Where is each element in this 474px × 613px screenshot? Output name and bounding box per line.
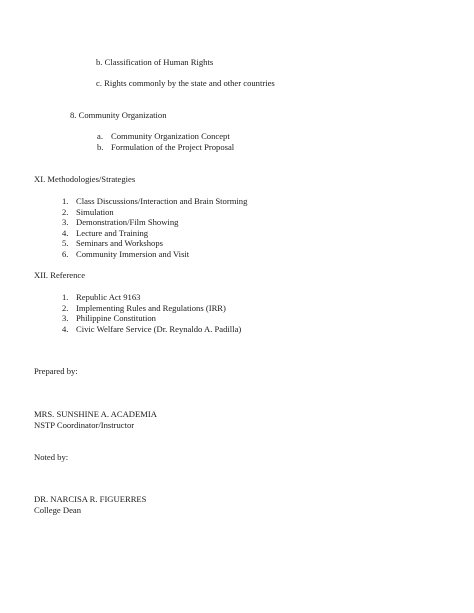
prepared-by-label: Prepared by: xyxy=(34,366,78,376)
list-marker: a. xyxy=(97,131,103,141)
list-item-text: Republic Act 9163 xyxy=(76,292,141,302)
list-item-text: Community Immersion and Visit xyxy=(76,249,190,259)
list-item-text: Formulation of the Project Proposal xyxy=(111,142,235,152)
preparer-name: MRS. SUNSHINE A. ACADEMIA xyxy=(34,409,157,419)
list-marker: 4. xyxy=(62,323,69,334)
list-item-text: Civic Welfare Service (Dr. Reynaldo A. Padilla) xyxy=(76,323,242,334)
outline-item-c: c. Rights commonly by the state and other countries xyxy=(96,78,275,88)
list-marker: 2. xyxy=(62,206,69,217)
list-item-text: Class Discussions/Interaction and Brain Storming xyxy=(76,196,248,206)
list-item-text: Philippine Constitution xyxy=(76,313,156,324)
noter-name: DR. NARCISA R. FIGUERRES xyxy=(34,494,147,504)
list-item-text: Simulation xyxy=(76,206,114,217)
list-marker: b. xyxy=(97,142,104,152)
list-marker: 3. xyxy=(62,313,69,324)
outline-item-b: b. Classification of Human Rights xyxy=(96,57,214,67)
list-item-text: Community Organization Concept xyxy=(111,131,230,141)
section-heading-methodologies: XI. Methodologies/Strategies xyxy=(34,174,136,184)
list-marker: 1. xyxy=(62,292,69,302)
list-marker: 2. xyxy=(62,302,69,313)
noted-by-label: Noted by: xyxy=(34,452,69,462)
list-marker: 4. xyxy=(62,227,69,238)
list-marker: 1. xyxy=(62,196,69,206)
list-item-text: Implementing Rules and Regulations (IRR) xyxy=(76,302,226,313)
list-item-text: Lecture and Training xyxy=(76,227,149,238)
list-marker: 6. xyxy=(62,249,69,259)
section-heading-community-organization: 8. Community Organization xyxy=(70,110,167,120)
list-marker: 3. xyxy=(62,217,69,228)
list-item-text: Demonstration/Film Showing xyxy=(76,217,179,228)
list-marker: 5. xyxy=(62,238,69,249)
noter-title: College Dean xyxy=(34,505,82,515)
section-heading-reference: XII. Reference xyxy=(34,270,86,280)
list-item-text: Seminars and Workshops xyxy=(76,238,163,249)
preparer-title: NSTP Coordinator/Instructor xyxy=(34,420,135,430)
